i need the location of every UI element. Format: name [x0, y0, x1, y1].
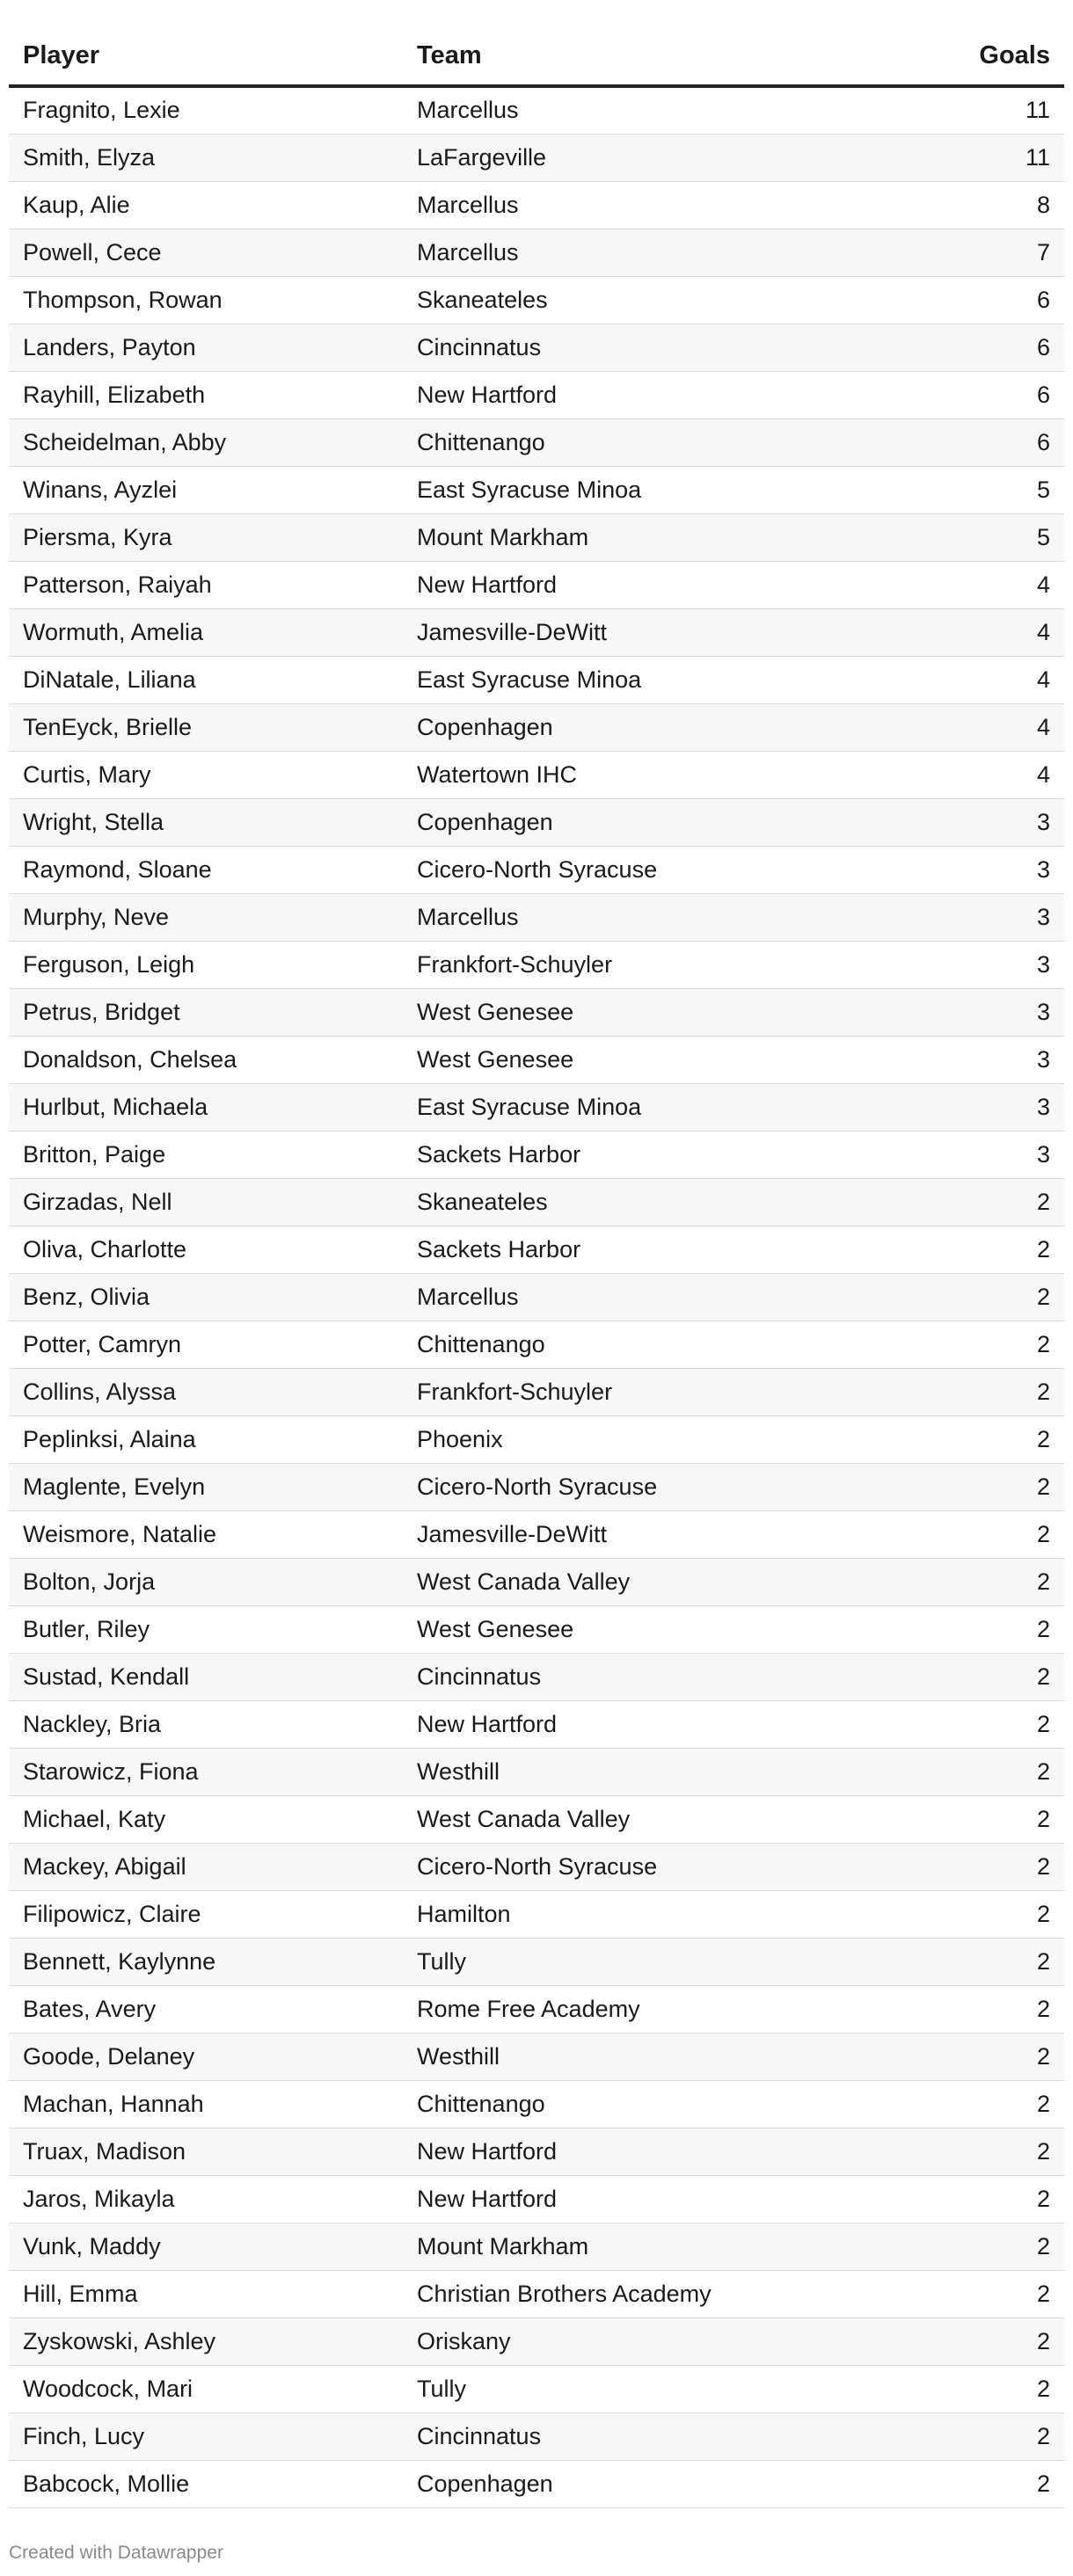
cell-player: Mackey, Abigail [9, 1843, 403, 1890]
table-row [9, 1036, 1064, 1083]
cell-goals: 2 [895, 1463, 1064, 1510]
cell-goals: 2 [895, 1843, 1064, 1890]
cell-player: Nackley, Bria [9, 1700, 403, 1748]
cell-player: Britton, Paige [9, 1131, 403, 1178]
table-row [9, 2270, 1064, 2318]
cell-player: Maglente, Evelyn [9, 1463, 403, 1510]
cell-team: Skaneateles [403, 1178, 895, 1226]
cell-goals: 3 [895, 1131, 1064, 1178]
cell-goals: 6 [895, 276, 1064, 324]
cell-team: Westhill [403, 1748, 895, 1795]
cell-player: Goode, Delaney [9, 2033, 403, 2080]
cell-team: Copenhagen [403, 703, 895, 751]
cell-goals: 5 [895, 513, 1064, 561]
cell-goals: 2 [895, 2080, 1064, 2128]
cell-player: Vunk, Maddy [9, 2223, 403, 2270]
cell-goals: 3 [895, 798, 1064, 846]
cell-player: Weismore, Natalie [9, 1510, 403, 1558]
cell-goals: 2 [895, 1890, 1064, 1938]
table-body [9, 86, 1064, 2507]
cell-team: Cincinnatus [403, 1653, 895, 1700]
cell-player: Michael, Katy [9, 1795, 403, 1843]
table-row [9, 1463, 1064, 1510]
table-row [9, 893, 1064, 941]
cell-team: Cicero-North Syracuse [403, 1463, 895, 1510]
cell-goals: 2 [895, 1558, 1064, 1605]
cell-team: Rome Free Academy [403, 1985, 895, 2033]
cell-player: Potter, Camryn [9, 1321, 403, 1368]
cell-goals: 3 [895, 988, 1064, 1036]
cell-goals: 6 [895, 371, 1064, 418]
cell-team: Jamesville-DeWitt [403, 1510, 895, 1558]
cell-goals: 6 [895, 418, 1064, 466]
cell-team: Copenhagen [403, 2460, 895, 2507]
table-row [9, 1890, 1064, 1938]
cell-team: West Genesee [403, 1036, 895, 1083]
cell-goals: 2 [895, 2412, 1064, 2460]
cell-player: Smith, Elyza [9, 134, 403, 181]
cell-player: Benz, Olivia [9, 1273, 403, 1321]
cell-team: Frankfort-Schuyler [403, 1368, 895, 1415]
cell-goals: 2 [895, 2318, 1064, 2365]
table-row [9, 1083, 1064, 1131]
cell-player: Zyskowski, Ashley [9, 2318, 403, 2365]
cell-team: Hamilton [403, 1890, 895, 1938]
table-row [9, 1321, 1064, 1368]
cell-goals: 11 [895, 86, 1064, 134]
cell-team: Sackets Harbor [403, 1131, 895, 1178]
cell-team: Chittenango [403, 418, 895, 466]
table-row [9, 1273, 1064, 1321]
cell-team: Marcellus [403, 893, 895, 941]
table-row [9, 276, 1064, 324]
table-row [9, 2318, 1064, 2365]
cell-goals: 2 [895, 2365, 1064, 2412]
table-row [9, 1178, 1064, 1226]
cell-team: East Syracuse Minoa [403, 466, 895, 513]
table-header [9, 26, 1064, 86]
cell-team: LaFargeville [403, 134, 895, 181]
cell-player: Oliva, Charlotte [9, 1226, 403, 1273]
cell-team: Frankfort-Schuyler [403, 941, 895, 988]
header-goals[interactable]: Goals [895, 26, 1064, 86]
cell-goals: 2 [895, 1748, 1064, 1795]
cell-player: Ferguson, Leigh [9, 941, 403, 988]
cell-player: Curtis, Mary [9, 751, 403, 798]
table-row [9, 1510, 1064, 1558]
cell-team: Copenhagen [403, 798, 895, 846]
cell-team: Sackets Harbor [403, 1226, 895, 1273]
cell-goals: 6 [895, 324, 1064, 371]
cell-player: Sustad, Kendall [9, 1653, 403, 1700]
cell-team: Marcellus [403, 181, 895, 229]
cell-player: Girzadas, Nell [9, 1178, 403, 1226]
cell-team: Tully [403, 1938, 895, 1985]
cell-team: New Hartford [403, 1700, 895, 1748]
cell-player: Bennett, Kaylynne [9, 1938, 403, 1985]
cell-goals: 2 [895, 2128, 1064, 2175]
cell-player: Peplinksi, Alaina [9, 1415, 403, 1463]
table-row [9, 2412, 1064, 2460]
cell-player: Machan, Hannah [9, 2080, 403, 2128]
cell-goals: 2 [895, 1653, 1064, 1700]
cell-player: Landers, Payton [9, 324, 403, 371]
goals-table [9, 26, 1064, 2508]
cell-goals: 2 [895, 1605, 1064, 1653]
table-row [9, 2128, 1064, 2175]
cell-player: Wright, Stella [9, 798, 403, 846]
table-row [9, 2033, 1064, 2080]
table-row [9, 703, 1064, 751]
cell-team: Christian Brothers Academy [403, 2270, 895, 2318]
table-row [9, 1653, 1064, 1700]
cell-player: Winans, Ayzlei [9, 466, 403, 513]
cell-team: East Syracuse Minoa [403, 656, 895, 703]
cell-player: Piersma, Kyra [9, 513, 403, 561]
cell-team: Oriskany [403, 2318, 895, 2365]
table-row [9, 229, 1064, 276]
cell-goals: 2 [895, 2223, 1064, 2270]
cell-goals: 3 [895, 1036, 1064, 1083]
header-player[interactable]: Player [9, 26, 403, 86]
cell-player: Wormuth, Amelia [9, 608, 403, 656]
cell-team: Mount Markham [403, 513, 895, 561]
cell-team: New Hartford [403, 371, 895, 418]
cell-player: DiNatale, Liliana [9, 656, 403, 703]
header-team[interactable]: Team [403, 26, 895, 86]
table-row [9, 1985, 1064, 2033]
table-row [9, 1843, 1064, 1890]
cell-player: Donaldson, Chelsea [9, 1036, 403, 1083]
table-row [9, 1368, 1064, 1415]
cell-goals: 4 [895, 608, 1064, 656]
table-row [9, 513, 1064, 561]
table-row [9, 1795, 1064, 1843]
table-row [9, 371, 1064, 418]
table-row [9, 466, 1064, 513]
cell-player: Bates, Avery [9, 1985, 403, 2033]
table-row [9, 2080, 1064, 2128]
cell-player: Scheidelman, Abby [9, 418, 403, 466]
table-row [9, 86, 1064, 134]
cell-player: Babcock, Mollie [9, 2460, 403, 2507]
cell-player: Murphy, Neve [9, 893, 403, 941]
cell-team: Chittenango [403, 1321, 895, 1368]
cell-player: Hill, Emma [9, 2270, 403, 2318]
cell-team: West Canada Valley [403, 1558, 895, 1605]
table-row [9, 2460, 1064, 2507]
cell-goals: 2 [895, 1226, 1064, 1273]
cell-player: Petrus, Bridget [9, 988, 403, 1036]
table-row [9, 656, 1064, 703]
cell-player: Collins, Alyssa [9, 1368, 403, 1415]
cell-player: Kaup, Alie [9, 181, 403, 229]
cell-team: New Hartford [403, 2128, 895, 2175]
cell-goals: 5 [895, 466, 1064, 513]
table-row [9, 1558, 1064, 1605]
cell-goals: 2 [895, 1985, 1064, 2033]
cell-player: Woodcock, Mari [9, 2365, 403, 2412]
cell-team: New Hartford [403, 2175, 895, 2223]
table-row [9, 846, 1064, 893]
cell-goals: 2 [895, 2175, 1064, 2223]
cell-player: Fragnito, Lexie [9, 86, 403, 134]
cell-goals: 2 [895, 1273, 1064, 1321]
cell-team: Mount Markham [403, 2223, 895, 2270]
cell-goals: 2 [895, 1938, 1064, 1985]
cell-goals: 2 [895, 1415, 1064, 1463]
cell-player: Thompson, Rowan [9, 276, 403, 324]
cell-goals: 4 [895, 561, 1064, 608]
cell-goals: 4 [895, 656, 1064, 703]
cell-goals: 2 [895, 1368, 1064, 1415]
cell-goals: 3 [895, 893, 1064, 941]
cell-player: Bolton, Jorja [9, 1558, 403, 1605]
cell-player: Hurlbut, Michaela [9, 1083, 403, 1131]
cell-player: TenEyck, Brielle [9, 703, 403, 751]
cell-goals: 2 [895, 1321, 1064, 1368]
cell-player: Rayhill, Elizabeth [9, 371, 403, 418]
table-row [9, 1226, 1064, 1273]
cell-team: Westhill [403, 2033, 895, 2080]
cell-team: Cicero-North Syracuse [403, 1843, 895, 1890]
cell-player: Butler, Riley [9, 1605, 403, 1653]
cell-team: West Canada Valley [403, 1795, 895, 1843]
cell-player: Raymond, Sloane [9, 846, 403, 893]
cell-goals: 4 [895, 751, 1064, 798]
cell-goals: 2 [895, 2270, 1064, 2318]
table-row [9, 134, 1064, 181]
cell-player: Filipowicz, Claire [9, 1890, 403, 1938]
cell-team: Cincinnatus [403, 324, 895, 371]
cell-team: Skaneateles [403, 276, 895, 324]
cell-player: Jaros, Mikayla [9, 2175, 403, 2223]
cell-team: New Hartford [403, 561, 895, 608]
cell-goals: 2 [895, 2033, 1064, 2080]
cell-team: Marcellus [403, 229, 895, 276]
cell-goals: 2 [895, 1510, 1064, 1558]
cell-player: Patterson, Raiyah [9, 561, 403, 608]
cell-team: West Genesee [403, 1605, 895, 1653]
table-row [9, 561, 1064, 608]
cell-player: Finch, Lucy [9, 2412, 403, 2460]
cell-goals: 3 [895, 941, 1064, 988]
cell-goals: 4 [895, 703, 1064, 751]
table-row [9, 1415, 1064, 1463]
table-row [9, 1938, 1064, 1985]
cell-player: Powell, Cece [9, 229, 403, 276]
table-row [9, 2223, 1064, 2270]
cell-team: Jamesville-DeWitt [403, 608, 895, 656]
cell-team: Chittenango [403, 2080, 895, 2128]
cell-goals: 2 [895, 1795, 1064, 1843]
credit-footer[interactable]: Created with Datawrapper [9, 2543, 223, 2563]
cell-goals: 2 [895, 1700, 1064, 1748]
cell-team: Cicero-North Syracuse [403, 846, 895, 893]
table-row [9, 608, 1064, 656]
cell-team: Marcellus [403, 1273, 895, 1321]
cell-goals: 3 [895, 846, 1064, 893]
table-row [9, 2175, 1064, 2223]
cell-goals: 2 [895, 1178, 1064, 1226]
cell-goals: 3 [895, 1083, 1064, 1131]
cell-goals: 7 [895, 229, 1064, 276]
header-row [9, 26, 1064, 86]
goals-table-container [9, 26, 1064, 2508]
cell-player: Starowicz, Fiona [9, 1748, 403, 1795]
table-row [9, 1605, 1064, 1653]
cell-team: West Genesee [403, 988, 895, 1036]
cell-team: Watertown IHC [403, 751, 895, 798]
table-row [9, 1748, 1064, 1795]
table-row [9, 988, 1064, 1036]
cell-team: East Syracuse Minoa [403, 1083, 895, 1131]
cell-goals: 2 [895, 2460, 1064, 2507]
cell-team: Cincinnatus [403, 2412, 895, 2460]
table-row [9, 1700, 1064, 1748]
table-row [9, 181, 1064, 229]
cell-goals: 8 [895, 181, 1064, 229]
table-row [9, 2365, 1064, 2412]
cell-team: Tully [403, 2365, 895, 2412]
cell-team: Marcellus [403, 86, 895, 134]
table-row [9, 324, 1064, 371]
table-row [9, 1131, 1064, 1178]
cell-team: Phoenix [403, 1415, 895, 1463]
cell-player: Truax, Madison [9, 2128, 403, 2175]
table-row [9, 751, 1064, 798]
table-row [9, 418, 1064, 466]
cell-goals: 11 [895, 134, 1064, 181]
table-row [9, 941, 1064, 988]
table-row [9, 798, 1064, 846]
